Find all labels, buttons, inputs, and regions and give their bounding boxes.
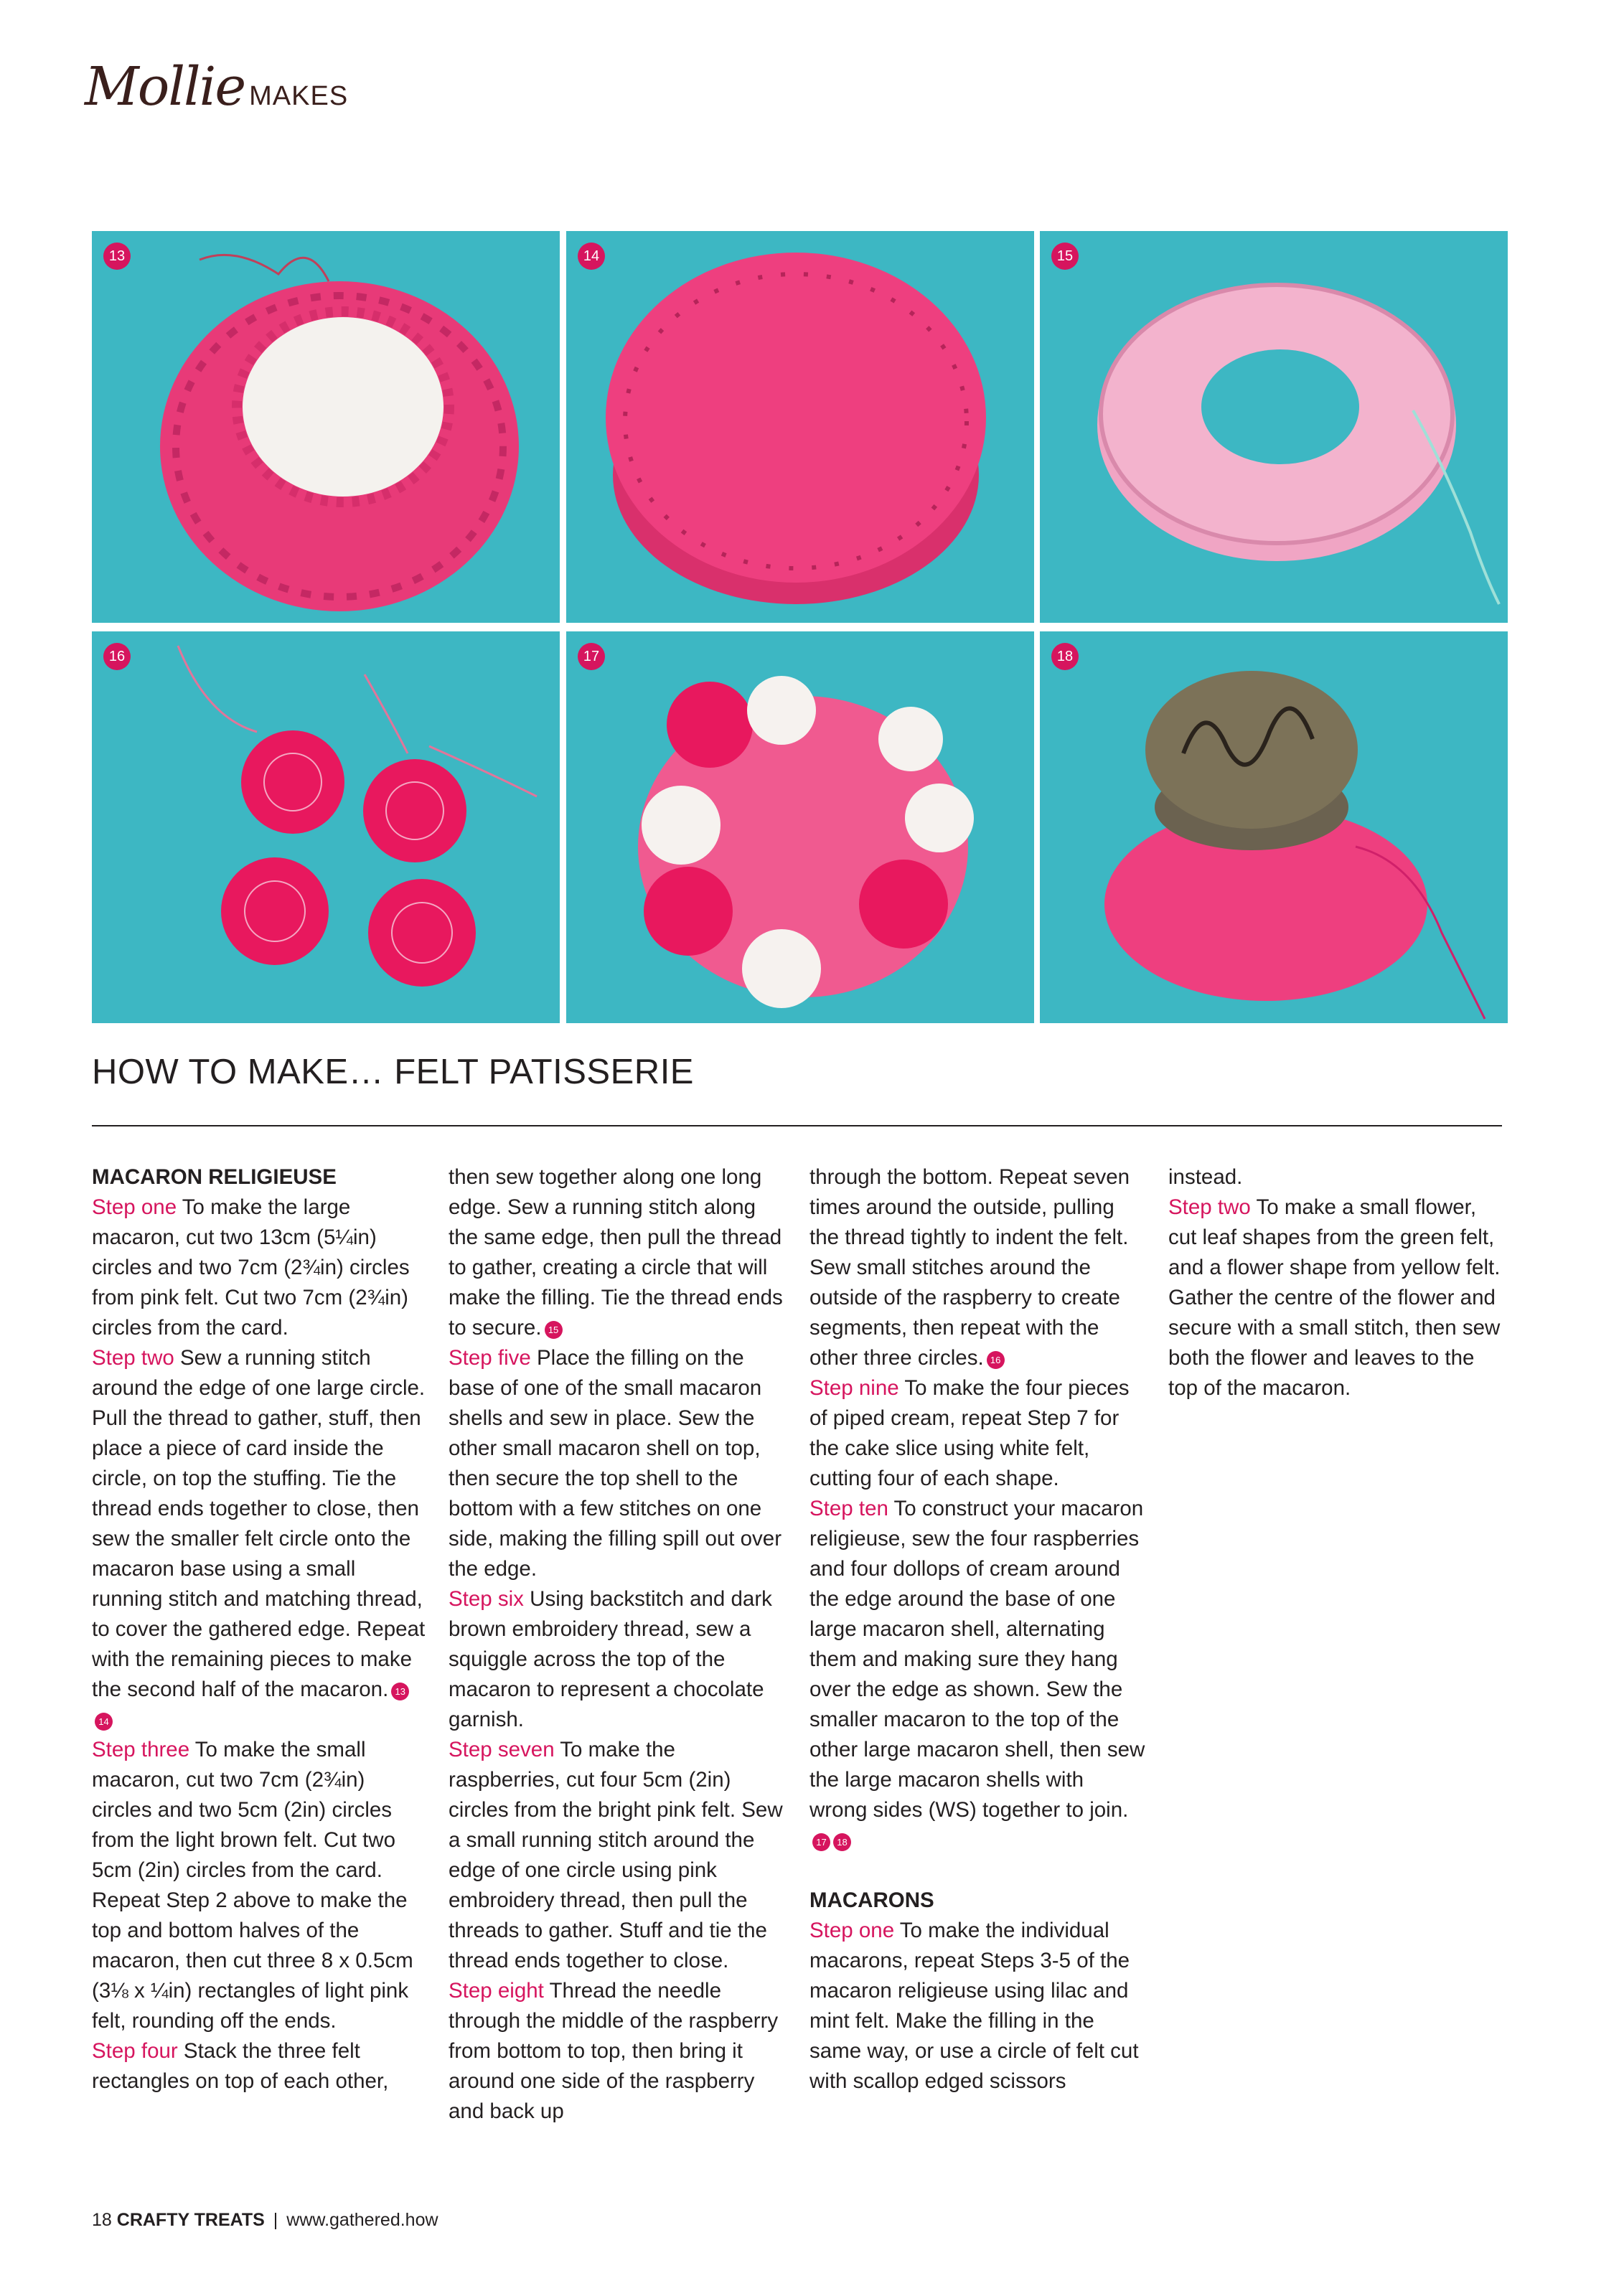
gathered-filling-ring-illustration (1040, 231, 1508, 623)
photo-number-badge: 15 (1051, 243, 1079, 270)
brand-logo (85, 56, 348, 121)
photo-reference-badge: 13 (391, 1683, 409, 1700)
step-label: Step two (92, 1346, 174, 1370)
footer-separator: | (273, 2210, 278, 2230)
page-title: HOW TO MAKE… FELT PATISSERIE (92, 1053, 694, 1091)
instruction-paragraph (449, 1162, 786, 1343)
section-name: CRAFTY TREATS (116, 2210, 265, 2230)
photo-reference-badge: 17 (812, 1833, 830, 1851)
step-photo-15 (1040, 231, 1508, 623)
step-text: Thread the needle through the middle of the raspberry from bottom to top, then bring it around one side of the raspberry and back up (449, 1979, 779, 2123)
step-label: Step six (449, 1587, 524, 1611)
step-text: To make a small flower, cut leaf shapes from the green felt, and a flower shape from yellow felt. Gather the centre of the flower and secure with a small stitch, then sew both the flower and leaves to the top of the macaron. (1168, 1195, 1501, 1400)
step-photo-18 (1040, 631, 1508, 1023)
instruction-paragraph (449, 1343, 786, 1584)
step-text: To make the large macaron, cut two 13cm (5¼in) circles and two 7cm (2¾in) circles from pink felt. Cut two 7cm (2¾in) circles from the card. (92, 1195, 410, 1340)
text-column-4 (1168, 1162, 1506, 1403)
photo-reference-badge: 18 (833, 1833, 851, 1851)
photo-number-badge: 16 (103, 643, 131, 670)
photo-reference-badge: 14 (95, 1713, 113, 1731)
photo-number-badge: 17 (578, 643, 605, 670)
instruction-paragraph (809, 1494, 1147, 1855)
text-column-1 (92, 1162, 429, 2097)
finished-religieuse-illustration (1040, 631, 1508, 1023)
step-label: Step three (92, 1738, 190, 1761)
step-label: Step five (449, 1346, 531, 1370)
paragraph-spacer (809, 1855, 1147, 1886)
brand-logo-word: MAKES (249, 81, 349, 111)
step-text: To make the four pieces of piped cream, repeat Step 7 for the cake slice using white felt, cutting four of each shape. (809, 1376, 1130, 1490)
macaron-base-with-raspberries-illustration (566, 631, 1034, 1023)
photo-number-badge: 18 (1051, 643, 1079, 670)
step-text: then sew together along one long edge. Sew a running stitch along the same edge, then pull the thread to gather, creating a circle that will make the filling. Tie the thread ends to secure. (449, 1165, 783, 1340)
page-footer (92, 2210, 438, 2231)
step-photo-14 (566, 231, 1034, 623)
step-photo-16 (92, 631, 560, 1023)
instruction-paragraph: instead. (1168, 1165, 1243, 1189)
gathered-felt-circle-illustration (92, 231, 560, 623)
section-heading: MACARONS (809, 1888, 934, 1912)
instruction-paragraph (92, 1735, 429, 2036)
instruction-paragraph (809, 1373, 1147, 1494)
felt-raspberries-illustration (92, 631, 560, 1023)
photo-number-badge: 14 (578, 243, 605, 270)
section-heading: MACARON RELIGIEUSE (92, 1165, 337, 1189)
step-text: To make the individual macarons, repeat Steps 3-5 of the macaron religieuse using lilac and mint felt. Make the filling in the same way, or use a circle of felt cut with scallop edged scissors (809, 1919, 1139, 2093)
instruction-paragraph (92, 2036, 429, 2097)
photo-number-badge: 13 (103, 243, 131, 270)
instruction-paragraph (92, 1343, 429, 1735)
step-label: Step seven (449, 1738, 555, 1761)
text-column-2 (449, 1162, 786, 2127)
step-text: To make the raspberries, cut four 5cm (2in) circles from the bright pink felt. Sew a small running stitch around the edge of one circle using pink embroidery thread, then pull the threads to gather. Stuff and tie the thread ends together to close. (449, 1738, 783, 1972)
stitched-macaron-half-illustration (566, 231, 1034, 623)
title-divider (92, 1125, 1502, 1126)
step-label: Step one (809, 1919, 895, 1942)
page-number: 18 (92, 2210, 112, 2230)
photo-reference-badge: 16 (987, 1351, 1005, 1369)
instruction-paragraph (449, 1735, 786, 1976)
step-label: Step nine (809, 1376, 899, 1400)
step-label: Step ten (809, 1497, 888, 1520)
step-text: To construct your macaron religieuse, sew the four raspberries and four dollops of cream around the edge around the base of one large macaron shell, alternating them and making sure they hang over the edge as shown. Sew the smaller macaron to the top of the other large macaron shell, then sew the large macaron shells with wrong sides (WS) together to join. (809, 1497, 1145, 1822)
step-text: To make the small macaron, cut two 7cm (2¾in) circles and two 5cm (2in) circles from the light brown felt. Cut two 5cm (2in) circles from the card. Repeat Step 2 above to make the top and bottom halves of the macaron, then cut three 8 x 0.5cm (3⅛ x ¼in) rectangles of light pink felt, rounding off the ends. (92, 1738, 413, 2033)
step-label: Step four (92, 2039, 178, 2063)
photo-reference-badge: 15 (545, 1321, 563, 1339)
brand-logo-script: Mollie (85, 56, 245, 118)
instruction-paragraph (809, 1916, 1147, 2097)
step-photo-17 (566, 631, 1034, 1023)
step-text: Sew a running stitch around the edge of one large circle. Pull the thread to gather, stuff, then place a piece of card inside the circle, on top the stuffing. Tie the thread ends together to close, then sew the smaller felt circle onto the macaron base using a small running stitch and matching thread, to cover the gathered edge. Repeat with the remaining pieces to make the second half of the macaron. (92, 1346, 426, 1701)
step-label: Step eight (449, 1979, 544, 2003)
text-column-3 (809, 1162, 1147, 2097)
instruction-paragraph (449, 1976, 786, 2127)
website-link[interactable]: www.gathered.how (286, 2210, 438, 2230)
instruction-paragraph (449, 1584, 786, 1735)
step-text: Using backstitch and dark brown embroidery thread, sew a squiggle across the top of the macaron to represent a chocolate garnish. (449, 1587, 772, 1731)
step-text: Stack the three felt rectangles on top of each other, (92, 2039, 389, 2093)
instruction-paragraph (809, 1162, 1147, 1373)
step-label: Step one (92, 1195, 177, 1219)
step-text: Place the filling on the base of one of the small macaron shells and sew in place. Sew the other small macaron shell on top, then secure the top shell to the bottom with a few stitches on one side, making the filling spill out over the edge. (449, 1346, 782, 1581)
step-label: Step two (1168, 1195, 1251, 1219)
instruction-paragraph (1168, 1192, 1506, 1403)
instruction-paragraph (92, 1192, 429, 1343)
step-photo-13 (92, 231, 560, 623)
step-text: through the bottom. Repeat seven times around the outside, pulling the thread tightly to indent the felt. Sew small stitches around the outside of the raspberry to create segments, then repeat with the other three circles. (809, 1165, 1130, 1370)
